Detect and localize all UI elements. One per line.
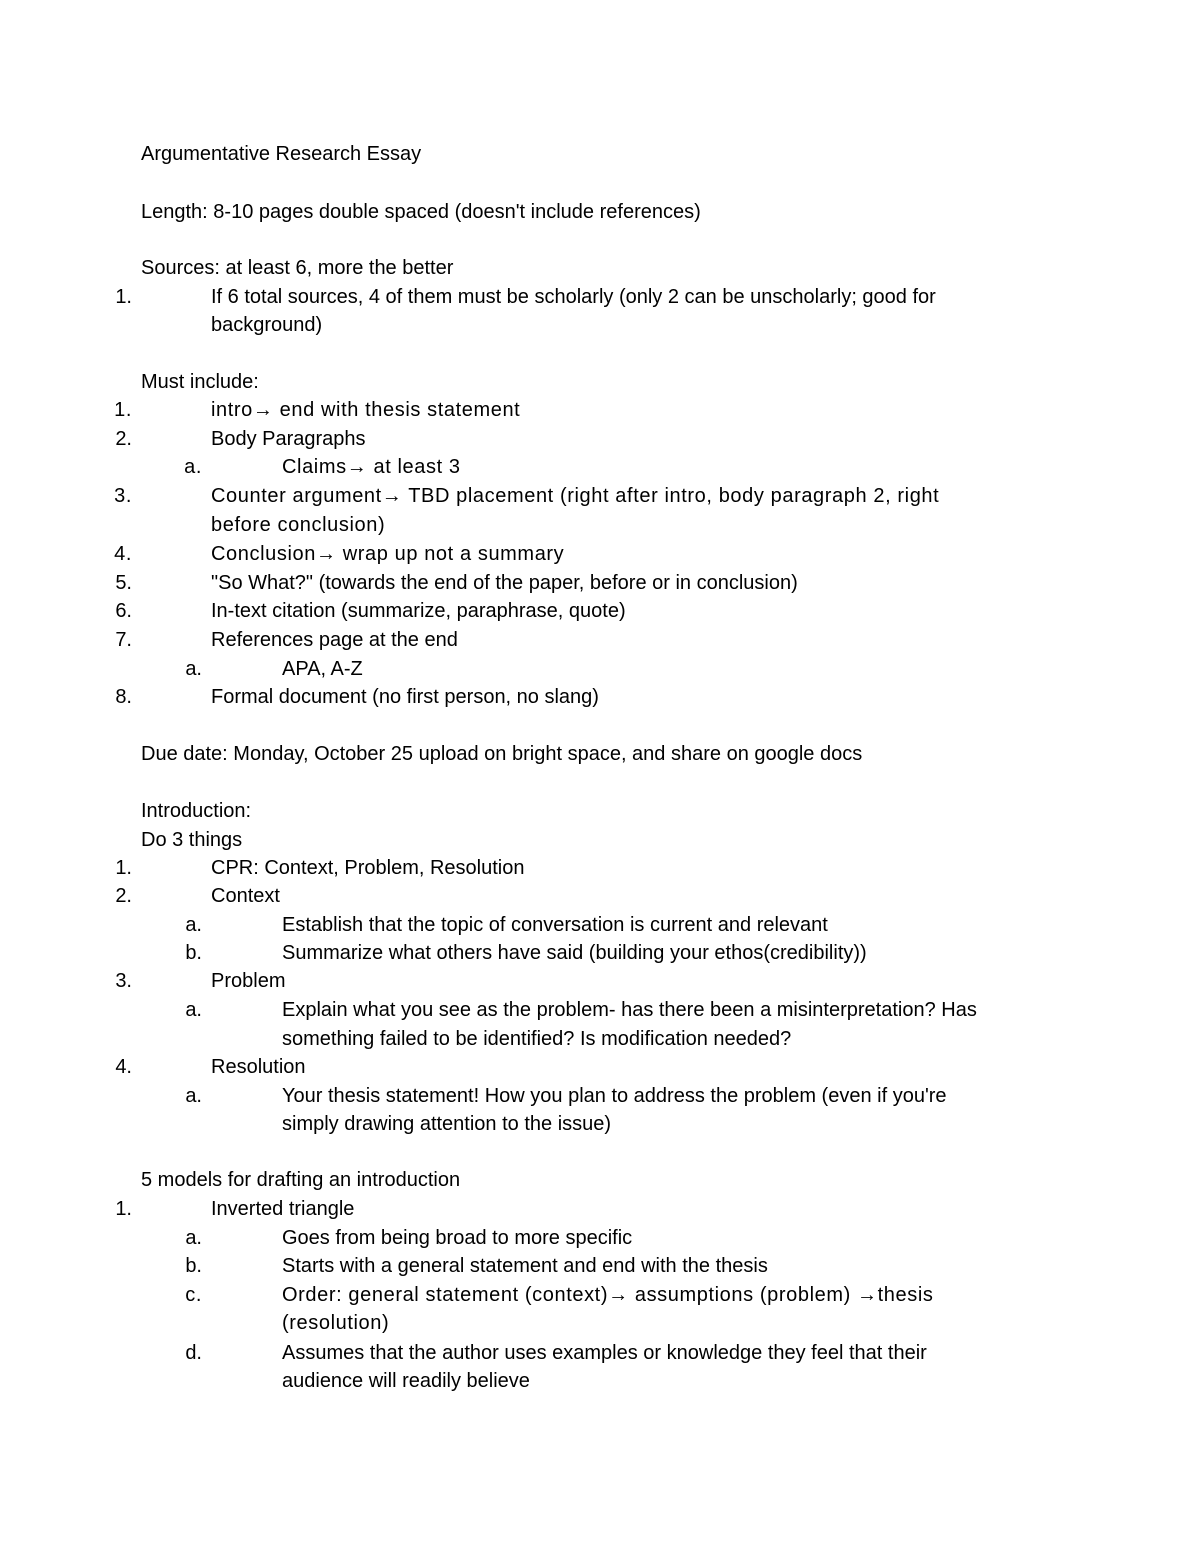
- list-text: If 6 total sources, 4 of them must be scholarly (only 2 can be unscholarly; good for: [211, 286, 936, 308]
- sources-heading: Sources: at least 6, more the better: [141, 257, 454, 279]
- document-title: Argumentative Research Essay: [141, 143, 422, 165]
- length-requirement: Length: 8-10 pages double spaced (doesn't include references): [141, 201, 701, 223]
- list-number: 1.: [115, 286, 132, 308]
- due-date: Due date: Monday, October 25 upload on bright space, and share on google docs: [141, 743, 863, 765]
- must-include-heading: Must include:: [141, 371, 259, 393]
- models-heading: 5 models for drafting an introduction: [141, 1169, 461, 1191]
- introduction-heading: Introduction:: [141, 800, 252, 822]
- introduction-subheading: Do 3 things: [141, 829, 243, 851]
- document-page: Argumentative Research Essay Length: 8-10 pages double spaced (doesn't include references) Sources: at least 6, more the better 1. If 6 total sources, 4 of them must be scholarly (only 2 can be unscholarly; good for background) Must include: 1. intro→ end with thesis statement 2. Body Paragraphs a. Claims→ at least 3 3. Counter argument→ TBD placement (right after intro, body paragraph 2, right before conclusion) 4. Conclusion→ wrap up not a summary 5. "So What?" (towards the end of the paper, before or in conclusion) 6. In-text citation (summarize, paraphrase, quote) 7. References page at the end a. APA, A-Z 8. Formal document (no first person, no slang) Due date: Monday, October 25 upload on bright space, and share on google docs Introduction: Do 3 things 1. CPR: Context, Problem, Resolution 2. Context a. Establish that the topic of conversation is current and relevant b. Summarize what others have said (building your ethos(credibility)) 3. Problem a. Explain what you see as the problem- has there been a misinterpretation? Has something failed to be identified? Is modification needed? 4. Resolution a. Your thesis statement! How you plan to address the problem (even if you're simply drawing attention to the issue) 5 models for drafting an introduction 1. Inverted triangle a. Goes from being broad to more specific b. Starts with a general statement and end with the thesis c. Order: general statement (context)→ assumptions (problem) →thesis (resolution) d. Assumes that the author uses examples or knowledge they feel that their audience will readily believe: [0, 0, 1200, 1553]
